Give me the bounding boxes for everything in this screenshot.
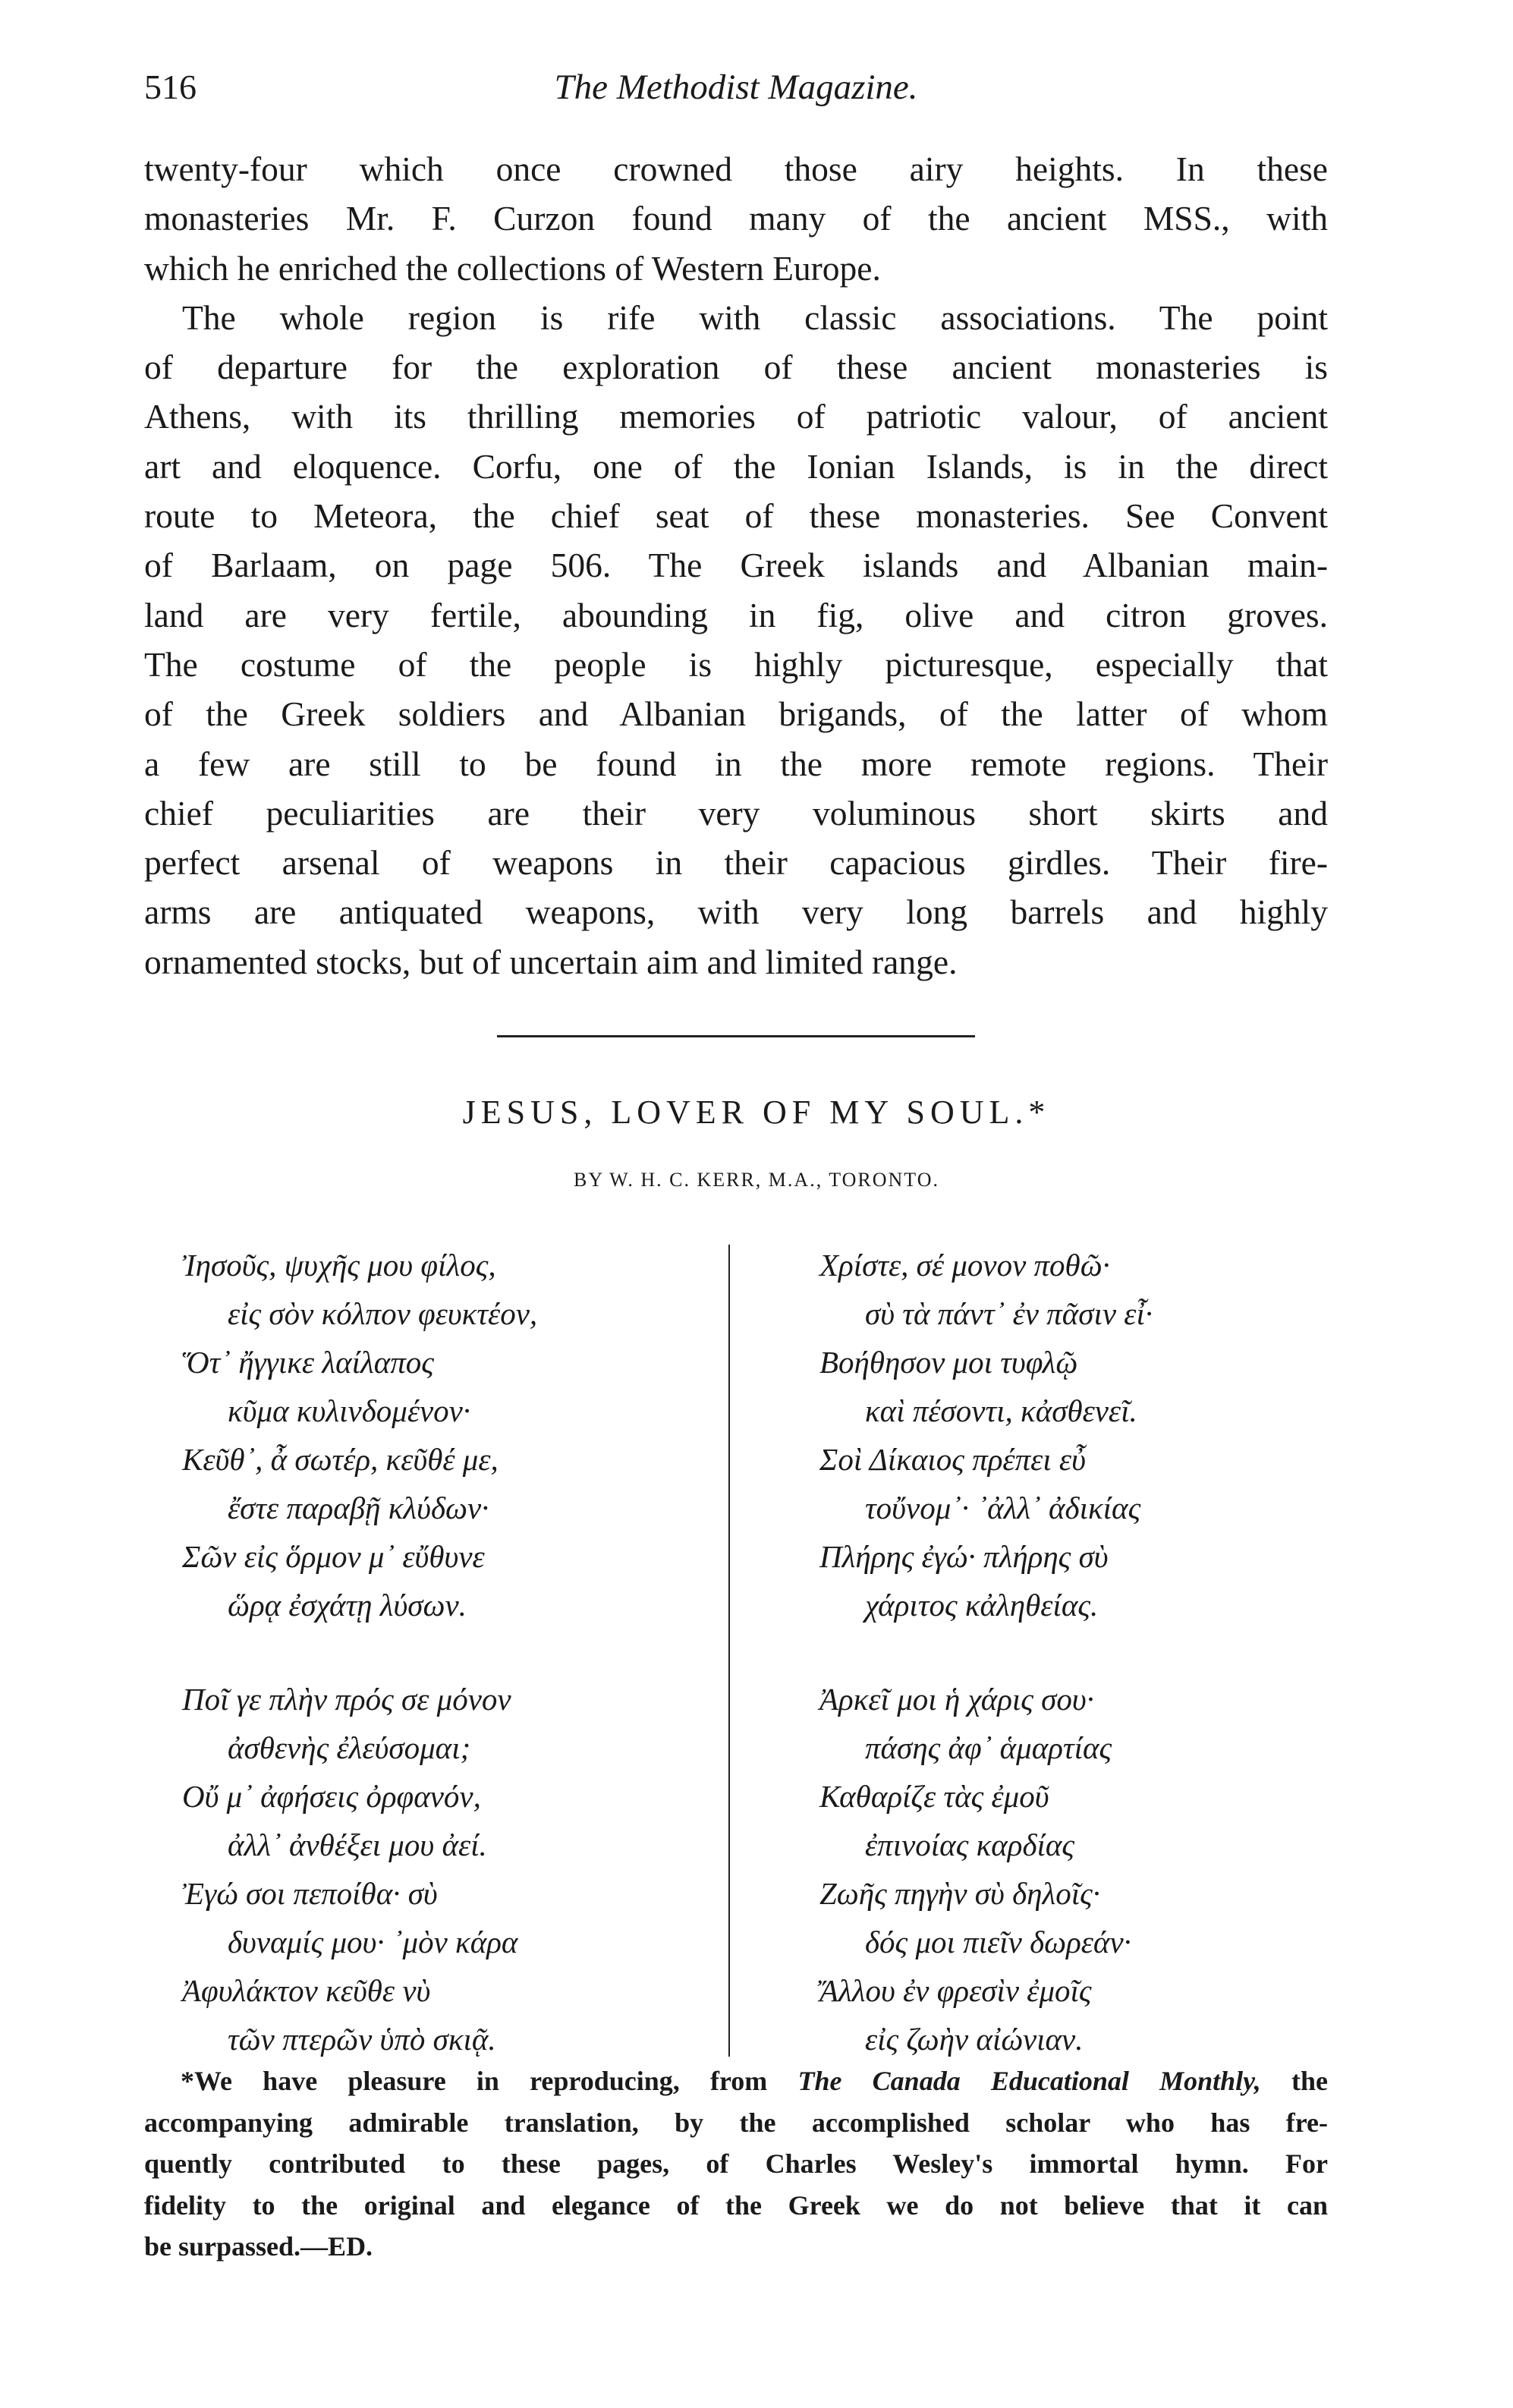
- poem-byline: BY W. H. C. KERR, M.A., TORONTO.: [574, 1169, 939, 1191]
- prose-line: The costume of the people is highly picturesque, especially that: [144, 644, 1328, 684]
- verse-line: τῶν πτερῶν ὑπὸ σκιᾷ.: [228, 2022, 496, 2057]
- verse-line: ἐπινοίας καρδίας: [865, 1827, 1075, 1862]
- verse-line: δός μοι πιεῖν δωρεάν·: [865, 1925, 1131, 1959]
- section-divider: [497, 1035, 975, 1037]
- verse-line: εἰς ζωὴν αἰώνιαν.: [865, 2022, 1084, 2057]
- verse-line: Πλήρης ἐγώ· πλήρης σὺ: [819, 1539, 1109, 1574]
- verse-line: Οὔ μ᾽ ἀφήσεις ὀρφανόν,: [182, 1779, 481, 1814]
- verse-line: Ἀρκεῖ μοι ἡ χάρις σου·: [819, 1682, 1094, 1717]
- prose-line: arms are antiquated weapons, with very long barrels and highly: [144, 892, 1328, 932]
- verse-line: πάσης ἀφ᾽ ἁμαρτίας: [865, 1730, 1112, 1765]
- prose-line: route to Meteora, the chief seat of these monasteries. See Convent: [144, 496, 1328, 536]
- prose-line: of the Greek soldiers and Albanian brigands, of the latter of whom: [144, 694, 1328, 734]
- stanza: [819, 1241, 1351, 1629]
- verse-line: Ἰησοῦς, ψυχῆς μου φίλος,: [182, 1248, 496, 1283]
- prose-line: which he enriched the collections of Western Europe.: [144, 248, 881, 288]
- prose-line: perfect arsenal of weapons in their capacious girdles. Their fire-: [144, 843, 1328, 883]
- verse-line: Κεῦθ᾽, ἆ σωτέρ, κεῦθέ με,: [182, 1442, 499, 1477]
- verse-line: χάριτος κἀληθείας.: [865, 1588, 1099, 1623]
- verse-line: δυναμίς μου· ᾽μὸν κάρα: [228, 1925, 518, 1959]
- verse-line: κῦμα κυλινδομένον·: [228, 1393, 471, 1428]
- footnote-text: *We have pleasure in reproducing, from: [181, 2066, 798, 2096]
- cited-publication: The Canada Educational Monthly,: [797, 2066, 1261, 2096]
- verse-line: ὥρᾳ ἐσχάτῃ λύσων.: [228, 1588, 467, 1623]
- prose-line: chief peculiarities are their very voluminous short skirts and: [144, 793, 1328, 833]
- verse-line: ἔστε παραβῇ κλύδων·: [228, 1490, 489, 1525]
- verse-line: Ἐγώ σοι πεποίθα· σὺ: [182, 1876, 438, 1911]
- prose-line: ornamented stocks, but of uncertain aim and limited range.: [144, 942, 958, 981]
- prose-line: twenty-four which once crowned those airy heights. In these: [144, 150, 1328, 188]
- footnote-line: fidelity to the original and elegance of the Greek we do not believe that it can: [144, 2189, 1328, 2221]
- running-head: [144, 67, 1328, 120]
- footnote-line: quently contributed to these pages, of Charles Wesley's immortal hymn. For: [144, 2148, 1328, 2179]
- footnote-text: the: [1260, 2066, 1328, 2096]
- footnote: [144, 2060, 1328, 2268]
- prose-paragraphs: [144, 144, 1328, 987]
- verse-line: εἰς σὸν κόλπον φευκτέον,: [228, 1296, 538, 1331]
- column-divider: [728, 1245, 730, 2057]
- verse-line: ἀσθενὴς ἐλεύσομαι;: [228, 1730, 471, 1765]
- poem-left-column: [182, 1241, 713, 2063]
- stanza: [182, 1241, 713, 1629]
- verse-line: Καθαρίζε τὰς ἐμοῦ: [819, 1779, 1049, 1814]
- verse-line: Χρίστε, σέ μονον ποθῶ·: [819, 1248, 1110, 1283]
- verse-line: Σῶν εἰς ὅρμον μ᾽ εὔθυνε: [182, 1539, 485, 1574]
- verse-line: Ἄλλου ἐν φρεσὶν ἐμοῖς: [819, 1973, 1092, 2008]
- poem-right-column: [819, 1241, 1351, 2063]
- stanza: [182, 1675, 713, 2063]
- verse-line: Ζωῆς πηγὴν σὺ δηλοῖς·: [819, 1876, 1101, 1911]
- prose-line: a few are still to be found in the more remote regions. Their: [144, 744, 1328, 783]
- footnote-line: be surpassed.—ED.: [144, 2231, 373, 2262]
- verse-line: Σοὶ Δίκαιος πρέπει εὖ: [819, 1442, 1086, 1477]
- verse-line: Ὅτ᾽ ἤγγικε λαίλαπος: [182, 1345, 434, 1380]
- verse-line: Ἀφυλάκτον κεῦθε νὺ: [182, 1973, 431, 2008]
- verse-line: Ποῖ γε πλὴν πρός σε μόνον: [182, 1682, 511, 1717]
- running-title: The Methodist Magazine.: [554, 68, 918, 107]
- prose-line: of Barlaam, on page 506. The Greek islands and Albanian main-: [144, 546, 1328, 585]
- prose-line: monasteries Mr. F. Curzon found many of the ancient MSS., with: [144, 199, 1328, 238]
- verse-line: Βοήθησον μοι τυφλῷ: [819, 1345, 1078, 1380]
- footnote-line: [144, 2060, 1328, 2102]
- verse-line: τοὔνομ᾽· ᾽ἀλλ᾽ ἀδικίας: [865, 1490, 1141, 1525]
- footnote-line: accompanying admirable translation, by the accomplished scholar who has fre-: [144, 2107, 1328, 2138]
- prose-line: land are very fertile, abounding in fig, olive and citron groves.: [144, 595, 1328, 634]
- page-number: 516: [144, 68, 197, 106]
- verse-line: καὶ πέσοντι, κἀσθενεῖ.: [865, 1393, 1137, 1428]
- prose-line: Athens, with its thrilling memories of patriotic valour, of ancient: [144, 397, 1328, 436]
- prose-line: The whole region is rife with classic associations. The point: [182, 297, 1328, 337]
- prose-line: of departure for the exploration of these ancient monasteries is: [144, 348, 1328, 387]
- poem-title: JESUS, LOVER OF MY SOUL.*: [462, 1094, 1051, 1131]
- verse-line: σὺ τὰ πάντ᾽ ἐν πᾶσιν εἶ·: [865, 1296, 1153, 1331]
- verse-line: ἀλλ᾽ ἀνθέξει μου ἀεί.: [228, 1827, 487, 1862]
- stanza: [819, 1675, 1351, 2063]
- prose-line: art and eloquence. Corfu, one of the Ionian Islands, is in the direct: [144, 446, 1328, 486]
